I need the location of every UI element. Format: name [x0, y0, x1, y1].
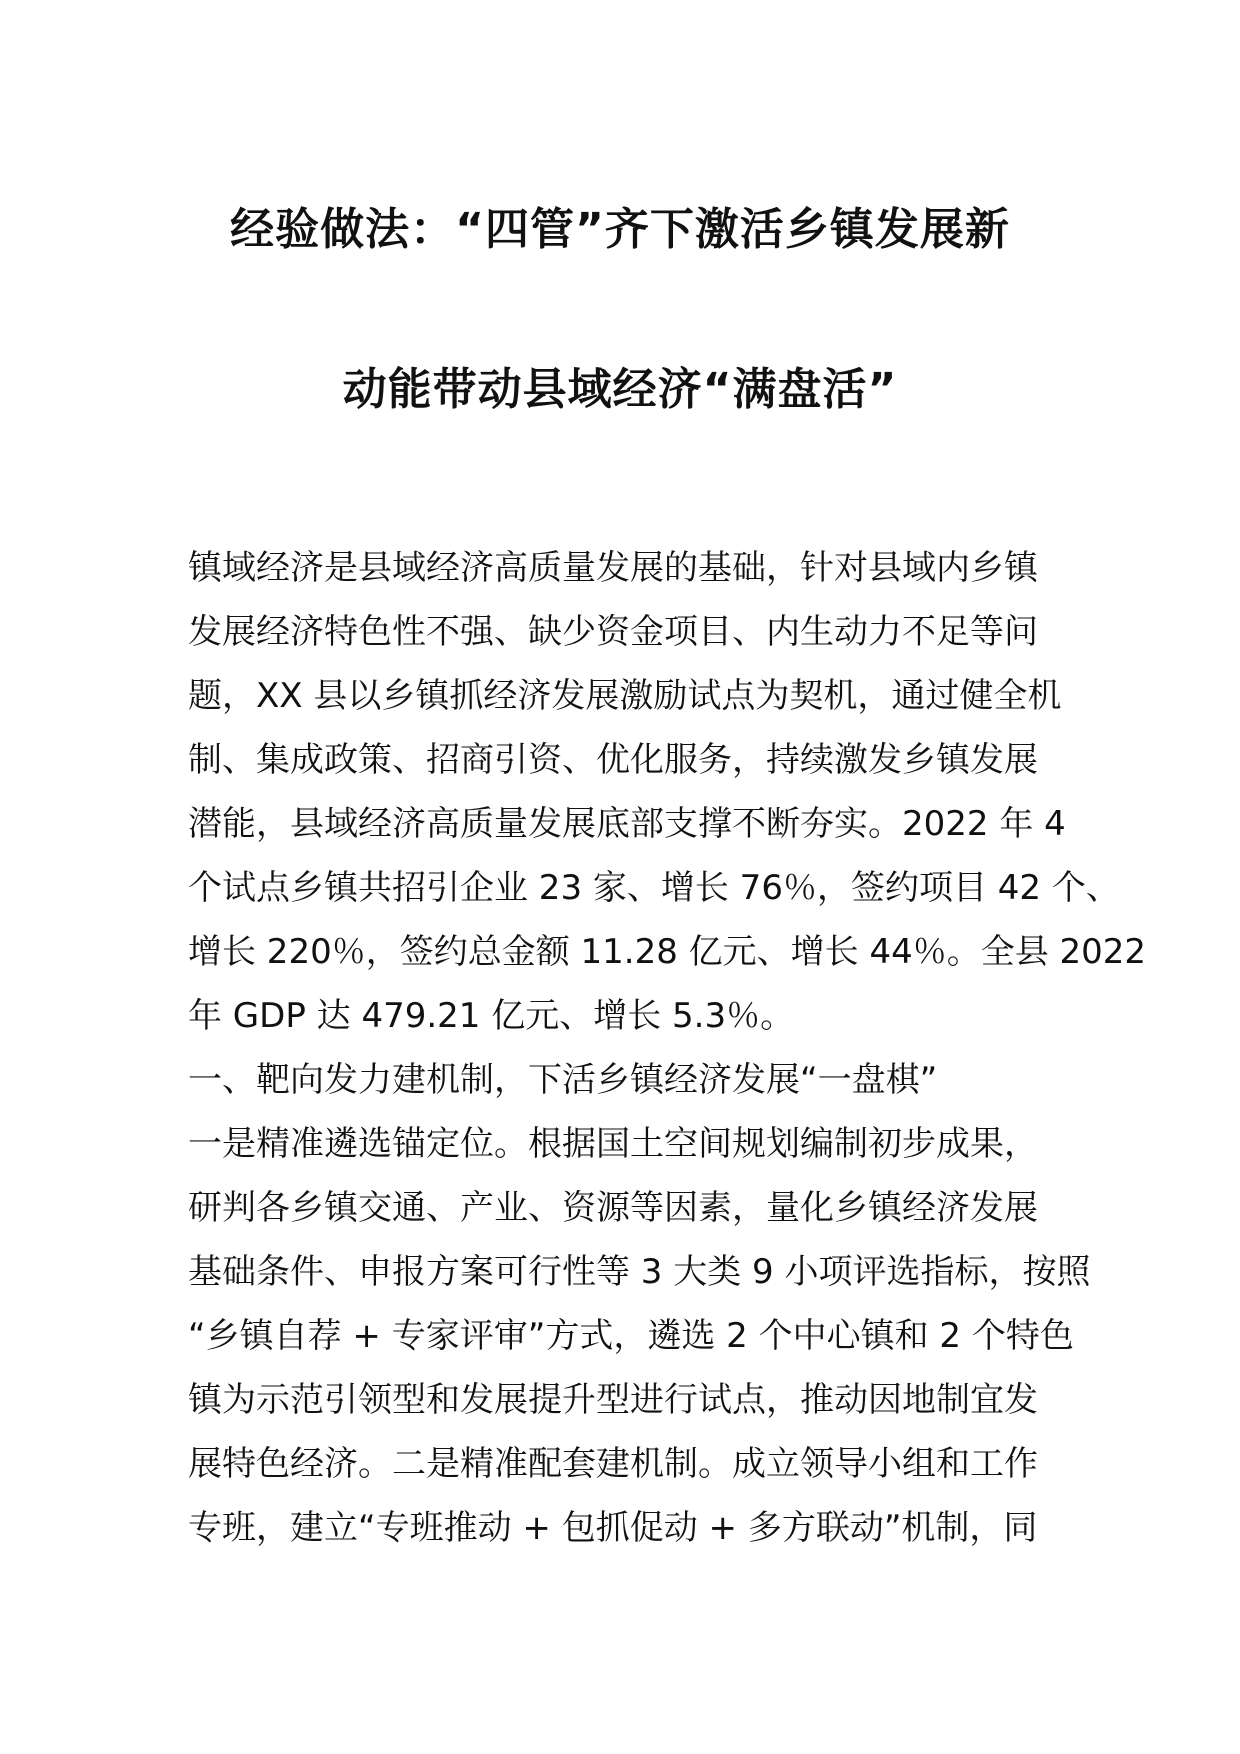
body-line-12: 基础条件、申报方案可行性等 3 大类 9 小项评选指标，按照 — [188, 1252, 1091, 1292]
section-heading-1: 一、靶向发力建机制，下活乡镇经济发展“一盘棋” — [188, 1060, 938, 1100]
body-line-1: 镇域经济是县域经济高质量发展的基础，针对县域内乡镇 — [188, 548, 1038, 588]
body-line-5: 潜能，县域经济高质量发展底部支撑不断夯实。2022 年 4 — [188, 804, 1066, 844]
body-line-7: 增长 220％，签约总金额 11.28 亿元、增长 44％。全县 2022 — [188, 932, 1147, 972]
body-line-16: 专班，建立“专班推动 + 包抓促动 + 多方联动”机制，同 — [188, 1508, 1038, 1548]
body-line-3: 题，XX 县以乡镇抓经济发展激励试点为契机，通过健全机 — [188, 676, 1062, 716]
body-line-4: 制、集成政策、招商引资、优化服务，持续激发乡镇发展 — [188, 740, 1038, 780]
body-line-13: “乡镇自荐 + 专家评审”方式，遴选 2 个中心镇和 2 个特色 — [188, 1316, 1074, 1356]
body-line-6: 个试点乡镇共招引企业 23 家、增长 76％，签约项目 42 个、 — [188, 868, 1120, 908]
body-line-10: 一是精准遴选锚定位。根据国土空间规划编制初步成果， — [188, 1124, 1038, 1164]
document-title-line-2: 动能带动县域经济“满盘活” — [342, 364, 898, 415]
body-line-15: 展特色经济。二是精准配套建机制。成立领导小组和工作 — [188, 1444, 1038, 1484]
body-line-8: 年 GDP 达 479.21 亿元、增长 5.3％。 — [188, 996, 795, 1036]
body-line-11: 研判各乡镇交通、产业、资源等因素，量化乡镇经济发展 — [188, 1188, 1038, 1228]
document-title-line-1: 经验做法：“四管”齐下激活乡镇发展新 — [230, 204, 1010, 255]
body-line-2: 发展经济特色性不强、缺少资金项目、内生动力不足等问 — [188, 612, 1038, 652]
body-line-14: 镇为示范引领型和发展提升型进行试点，推动因地制宜发 — [188, 1380, 1038, 1420]
